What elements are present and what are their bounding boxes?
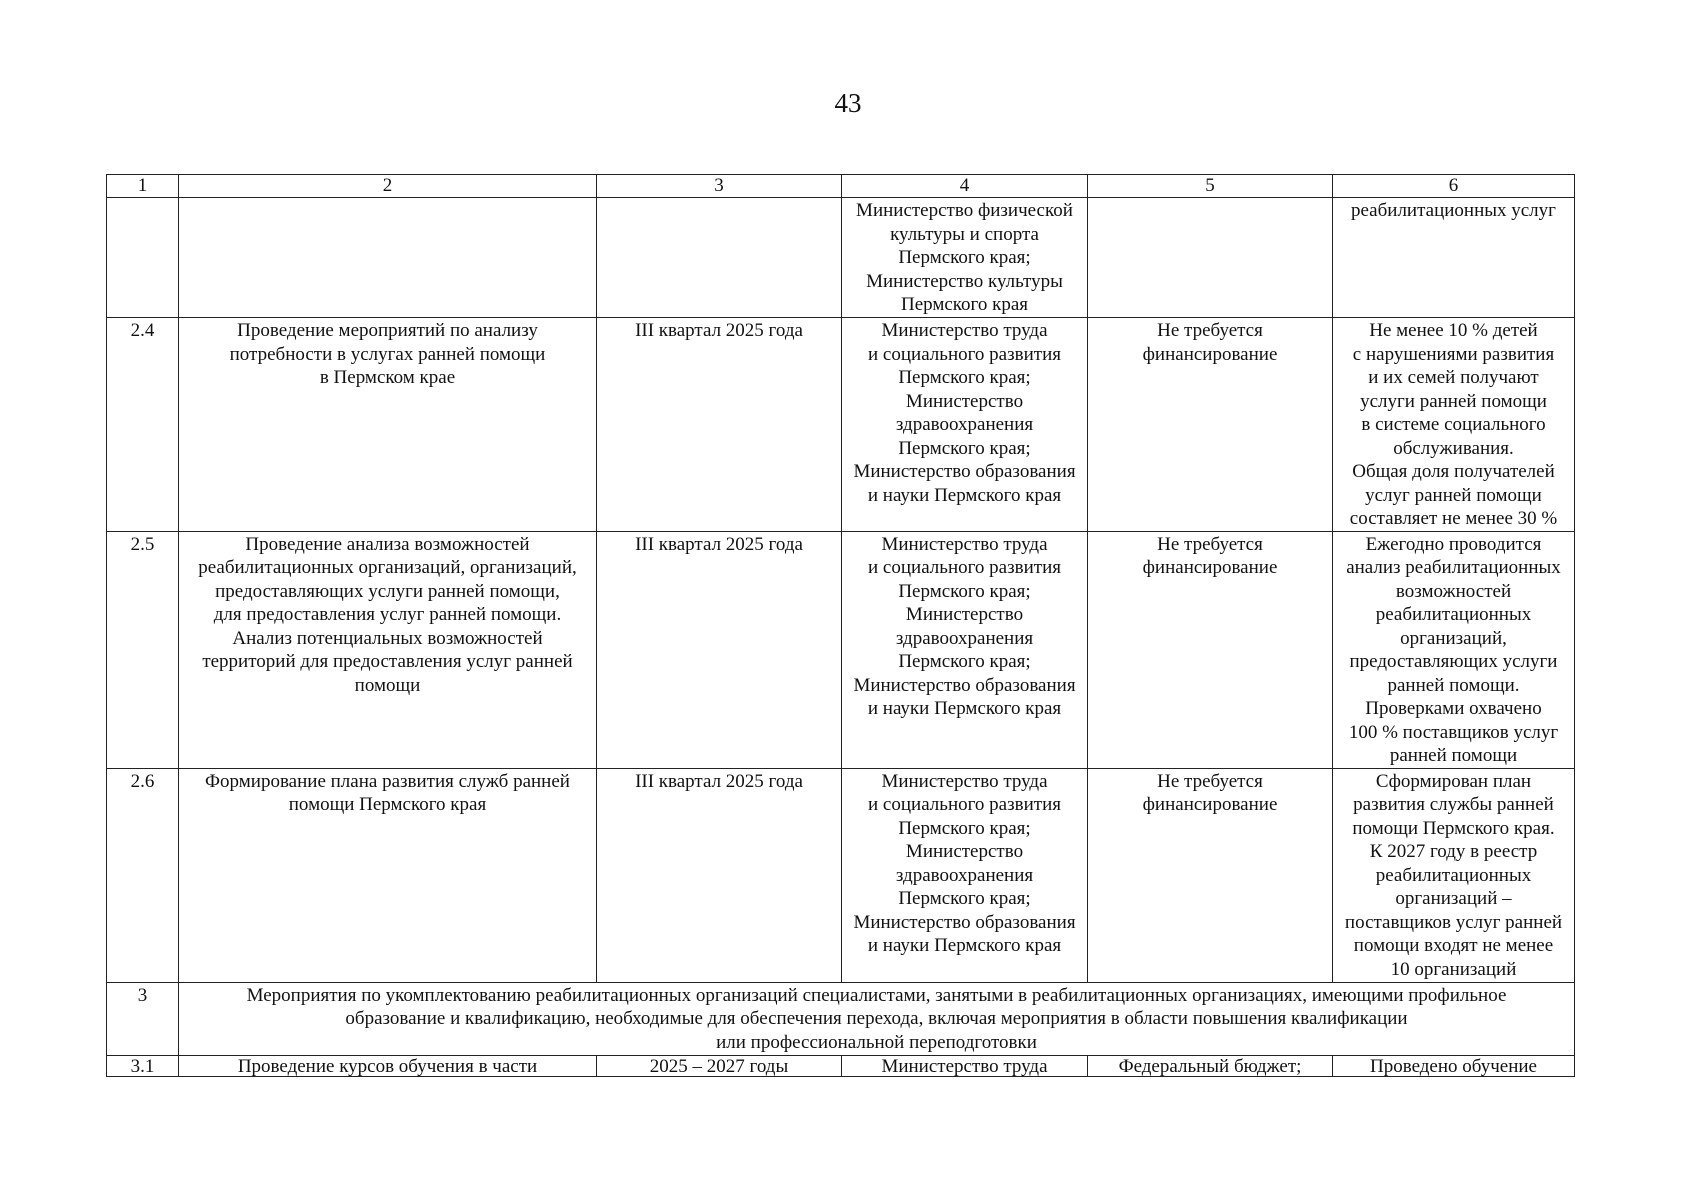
- responsible-cell: Министерство труда: [842, 1055, 1088, 1076]
- column-number: 4: [842, 175, 1088, 198]
- event-cell: Проведение курсов обучения в части: [179, 1055, 597, 1076]
- action-plan-table: [106, 174, 1575, 1077]
- result-cell: реабилитационных услуг: [1333, 198, 1575, 318]
- term-cell: III квартал 2025 года: [597, 768, 842, 982]
- column-number: 6: [1333, 175, 1575, 198]
- column-number: 5: [1088, 175, 1333, 198]
- result-cell: Проведено обучение: [1333, 1055, 1575, 1076]
- financing-cell: Федеральный бюджет;: [1088, 1055, 1333, 1076]
- row-number: 2.4: [107, 318, 179, 532]
- result-cell: Ежегодно проводится анализ реабилитационных возможностей реабилитационных организаций, предоставляющих услуги ранней помощи. Проверками охвачено 100 % поставщиков услуг ранней помощи: [1333, 531, 1575, 768]
- row-number: 2.5: [107, 531, 179, 768]
- section-row: [107, 982, 1575, 1055]
- financing-cell: Не требуется финансирование: [1088, 531, 1333, 768]
- responsible-cell: Министерство труда и социального развития Пермского края; Министерство здравоохранения Пермского края; Министерство образования и науки Пермского края: [842, 318, 1088, 532]
- table-row: [107, 1055, 1575, 1076]
- table-row: [107, 198, 1575, 318]
- financing-cell: Не требуется финансирование: [1088, 768, 1333, 982]
- page-number: 43: [834, 88, 862, 118]
- row-number: 2.6: [107, 768, 179, 982]
- responsible-cell: Министерство физической культуры и спорта Пермского края; Министерство культуры Пермского края: [842, 198, 1088, 318]
- row-number: [107, 198, 179, 318]
- term-cell: [597, 198, 842, 318]
- section-number: 3: [107, 982, 179, 1055]
- financing-cell: [1088, 198, 1333, 318]
- column-number: 1: [107, 175, 179, 198]
- row-number: 3.1: [107, 1055, 179, 1076]
- column-number: 3: [597, 175, 842, 198]
- term-cell: III квартал 2025 года: [597, 318, 842, 532]
- event-cell: [179, 198, 597, 318]
- event-cell: Проведение мероприятий по анализу потребности в услугах ранней помощи в Пермском крае: [179, 318, 597, 532]
- term-cell: III квартал 2025 года: [597, 531, 842, 768]
- table-row: [107, 768, 1575, 982]
- column-number: 2: [179, 175, 597, 198]
- financing-cell: Не требуется финансирование: [1088, 318, 1333, 532]
- table-row: [107, 531, 1575, 768]
- table-row: [107, 318, 1575, 532]
- section-title: Мероприятия по укомплектованию реабилитационных организаций специалистами, занятыми в реабилитационных организациях, имеющими профильное образование и квалификацию, необходимые для обеспечения перехода, включая мероприятия в области повышения квалификации или профессиональной переподготовки: [179, 982, 1575, 1055]
- result-cell: Сформирован план развития службы ранней помощи Пермского края. К 2027 году в реестр реабилитационных организаций – поставщиков услуг ранней помощи входят не менее 10 организаций: [1333, 768, 1575, 982]
- result-cell: Не менее 10 % детей с нарушениями развития и их семей получают услуги ранней помощи в системе социального обслуживания. Общая доля получателей услуг ранней помощи составляет не менее 30 %: [1333, 318, 1575, 532]
- term-cell: 2025 – 2027 годы: [597, 1055, 842, 1076]
- event-cell: Формирование плана развития служб ранней помощи Пермского края: [179, 768, 597, 982]
- event-cell: Проведение анализа возможностей реабилитационных организаций, организаций, предоставляющих услуги ранней помощи, для предоставления услуг ранней помощи. Анализ потенциальных возможностей территорий для предоставления услуг ранней помощи: [179, 531, 597, 768]
- column-number-row: [107, 175, 1575, 198]
- responsible-cell: Министерство труда и социального развития Пермского края; Министерство здравоохранения Пермского края; Министерство образования и науки Пермского края: [842, 768, 1088, 982]
- responsible-cell: Министерство труда и социального развития Пермского края; Министерство здравоохранения Пермского края; Министерство образования и науки Пермского края: [842, 531, 1088, 768]
